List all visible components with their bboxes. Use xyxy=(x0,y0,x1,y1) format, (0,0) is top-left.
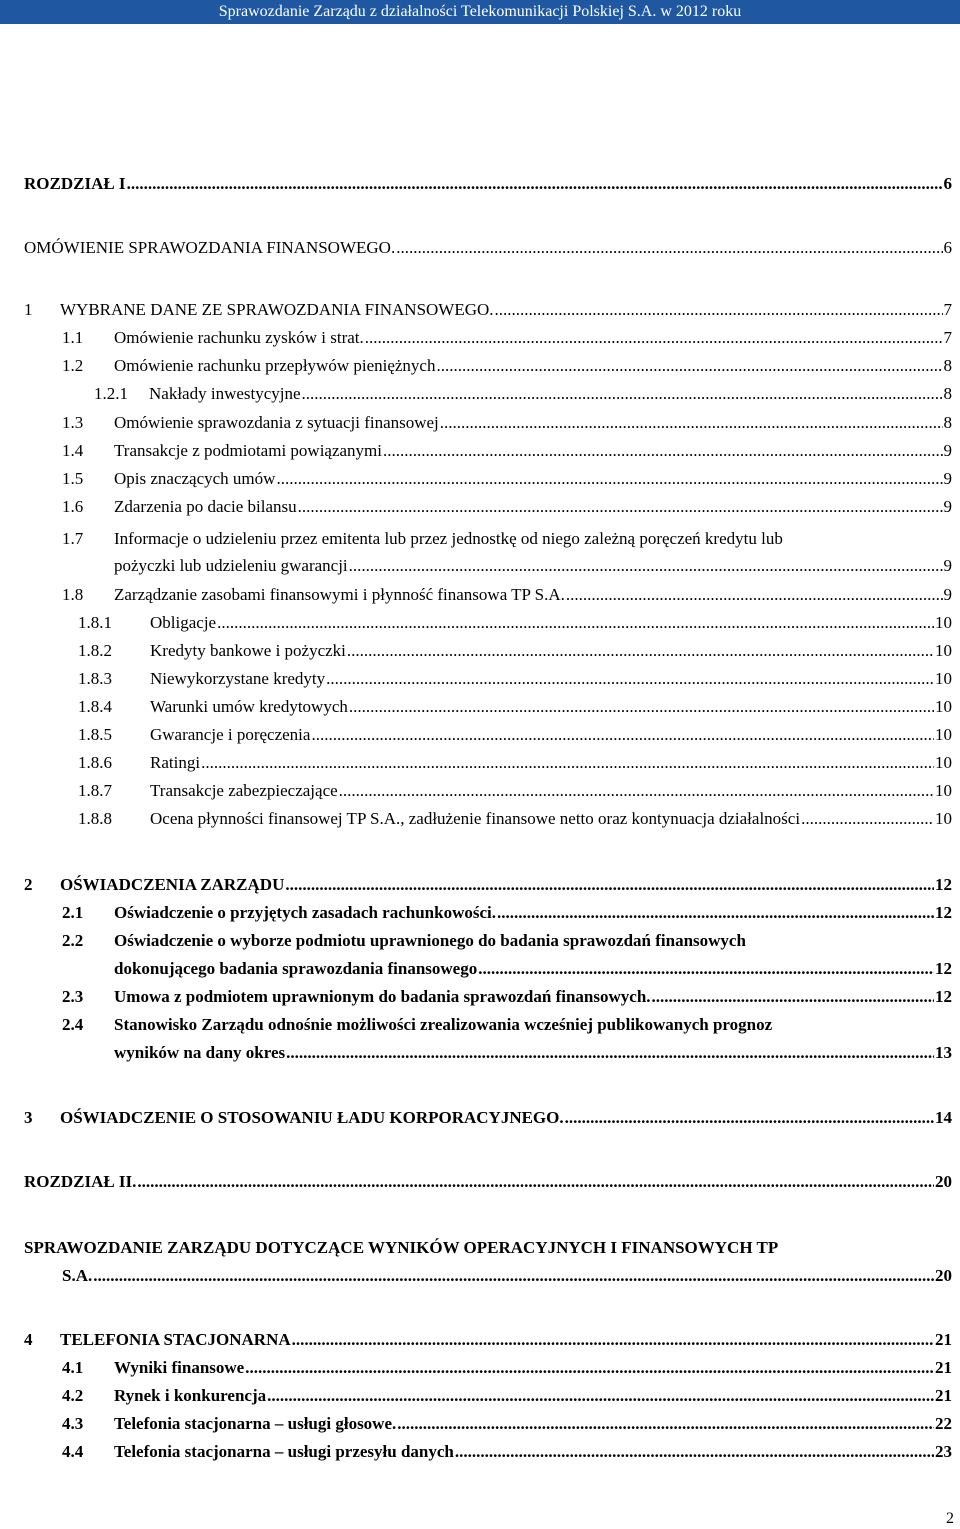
toc-entry[interactable] xyxy=(24,238,952,258)
toc-entry-number: 1.1 xyxy=(62,328,84,347)
toc-entry[interactable] xyxy=(62,1442,952,1462)
toc-entry[interactable] xyxy=(62,987,952,1007)
toc-entry-page: 8 xyxy=(943,413,952,432)
toc-leader-dots xyxy=(565,1108,934,1128)
toc-entry[interactable] xyxy=(62,469,952,489)
toc-entry-page: 7 xyxy=(943,300,952,319)
toc-entry-page: 9 xyxy=(943,441,952,460)
toc-leader-dots xyxy=(478,959,934,979)
toc-entry-page: 8 xyxy=(943,356,952,375)
toc-entry-title-continued: S.A. xyxy=(62,1266,93,1285)
header-text: Sprawozdanie Zarządu z działalności Telekomunikacji Polskiej S.A. w 2012 roku xyxy=(218,3,742,20)
toc-leader-dots xyxy=(383,441,942,461)
toc-leader-dots xyxy=(396,238,942,258)
toc-leader-dots xyxy=(137,1172,934,1192)
toc-entry-title: WYBRANE DANE ZE SPRAWOZDANIA FINANSOWEGO. xyxy=(60,300,494,319)
toc-entry-page: 21 xyxy=(935,1330,952,1349)
toc-leader-dots xyxy=(440,413,943,433)
toc-entry[interactable] xyxy=(24,875,952,895)
toc-entry-title: Kredyty bankowe i pożyczki xyxy=(150,641,346,660)
toc-entry-continuation[interactable] xyxy=(114,1043,952,1063)
toc-leader-dots xyxy=(801,809,934,829)
toc-leader-dots xyxy=(245,1358,934,1378)
toc-entry[interactable] xyxy=(78,809,952,829)
toc-leader-dots xyxy=(285,875,934,895)
toc-leader-dots xyxy=(495,300,943,320)
toc-entry[interactable] xyxy=(78,697,952,717)
toc-entry-page: 21 xyxy=(935,1358,952,1377)
toc-entry-number: 1.3 xyxy=(62,413,84,432)
toc-entry-title: Omówienie sprawozdania z sytuacji finansowej xyxy=(114,413,439,432)
toc-entry-title[interactable]: Oświadczenie o wyborze podmiotu uprawnionego do badania sprawozdań finansowych xyxy=(114,931,746,950)
toc-entry-title: Zdarzenia po dacie bilansu xyxy=(114,497,297,516)
toc-entry[interactable] xyxy=(62,441,952,461)
toc-leader-dots xyxy=(286,1043,934,1063)
document-header xyxy=(0,0,960,24)
toc-entry-title: OŚWIADCZENIE O STOSOWANIU ŁADU KORPORACYJNEGO. xyxy=(60,1108,564,1127)
toc-entry-title: Zarządzanie zasobami finansowymi i płynność finansowa TP S.A. xyxy=(114,585,565,604)
toc-entry-title: Gwarancje i poręczenia xyxy=(150,725,311,744)
toc-entry-number: 1.8.4 xyxy=(78,697,112,716)
toc-entry-number: 2 xyxy=(24,875,33,894)
toc-entry-number: 4.4 xyxy=(62,1442,84,1461)
toc-entry-number: 4.1 xyxy=(62,1358,84,1377)
toc-entry-title: ROZDZIAŁ II. xyxy=(24,1172,137,1191)
toc-entry-title: Transakcje zabezpieczające xyxy=(150,781,338,800)
toc-entry-number: 1.2 xyxy=(62,356,84,375)
toc-entry-continuation[interactable] xyxy=(114,959,952,979)
toc-leader-dots xyxy=(349,556,943,576)
toc-entry-page: 14 xyxy=(935,1108,952,1127)
toc-entry-page: 20 xyxy=(935,1266,952,1285)
toc-entry[interactable] xyxy=(78,613,952,633)
toc-entry-number: 3 xyxy=(24,1108,33,1127)
toc-entry-title: Niewykorzystane kredyty xyxy=(150,669,326,688)
toc-entry[interactable] xyxy=(94,384,952,404)
toc-entry-title: Warunki umów kredytowych xyxy=(150,697,348,716)
toc-entry-page: 10 xyxy=(935,641,952,660)
toc-entry[interactable] xyxy=(24,1172,952,1192)
toc-leader-dots xyxy=(566,585,943,605)
toc-leader-dots xyxy=(298,497,943,517)
toc-entry[interactable] xyxy=(62,328,952,348)
toc-entry-number: 1.7 xyxy=(62,529,84,548)
toc-entry-page: 10 xyxy=(935,697,952,716)
toc-entry-title: OŚWIADCZENIA ZARZĄDU xyxy=(60,875,285,894)
toc-leader-dots xyxy=(292,1330,934,1350)
toc-entry[interactable] xyxy=(62,1358,952,1378)
toc-entry-page: 6 xyxy=(943,238,952,257)
toc-leader-dots xyxy=(497,903,934,923)
toc-leader-dots xyxy=(201,753,934,773)
toc-entry-page: 12 xyxy=(935,875,952,894)
toc-entry-page: 12 xyxy=(935,987,952,1006)
toc-entry-page: 8 xyxy=(943,384,952,403)
toc-entry-number: 1.6 xyxy=(62,497,84,516)
toc-entry-number: 1.4 xyxy=(62,441,84,460)
toc-entry-title[interactable]: Stanowisko Zarządu odnośnie możliwości zrealizowania wcześniej publikowanych prognoz xyxy=(114,1015,773,1034)
toc-leader-dots xyxy=(652,987,934,1007)
toc-entry-page: 9 xyxy=(943,469,952,488)
toc-entry-continuation[interactable] xyxy=(62,1266,952,1286)
toc-entry-page: 10 xyxy=(935,781,952,800)
toc-entry[interactable] xyxy=(78,725,952,745)
toc-entry-page: 9 xyxy=(943,585,952,604)
toc-entry-title: ROZDZIAŁ I xyxy=(24,174,126,193)
toc-leader-dots xyxy=(436,356,942,376)
toc-entry-title: OMÓWIENIE SPRAWOZDANIA FINANSOWEGO. xyxy=(24,238,396,257)
toc-entry-number: 1.8.5 xyxy=(78,725,112,744)
toc-entry-continuation[interactable] xyxy=(114,556,952,576)
toc-entry-number: 2.2 xyxy=(62,931,84,950)
toc-entry-page: 12 xyxy=(935,903,952,922)
toc-entry-title-continued: dokonującego badania sprawozdania finansowego xyxy=(114,959,478,978)
toc-entry[interactable] xyxy=(62,903,952,923)
toc-entry-number: 2.4 xyxy=(62,1015,84,1034)
toc-entry[interactable] xyxy=(78,753,952,773)
toc-entry[interactable] xyxy=(62,356,952,376)
toc-entry-title-continued: wyników na dany okres xyxy=(114,1043,286,1062)
toc-leader-dots xyxy=(349,697,934,717)
toc-entry-number: 1.8.8 xyxy=(78,809,112,828)
toc-leader-dots xyxy=(302,384,943,404)
toc-entry-page: 7 xyxy=(943,328,952,347)
toc-entry-page: 22 xyxy=(935,1414,952,1433)
toc-leader-dots xyxy=(311,725,934,745)
toc-entry-title[interactable]: SPRAWOZDANIE ZARZĄDU DOTYCZĄCE WYNIKÓW OPERACYJNYCH I FINANSOWYCH TP xyxy=(24,1238,779,1257)
toc-entry[interactable] xyxy=(78,781,952,801)
toc-entry-number: 2.3 xyxy=(62,987,84,1006)
toc-entry[interactable] xyxy=(78,669,952,689)
toc-entry-title: Nakłady inwestycyjne xyxy=(149,384,301,403)
toc-entry-title: Ocena płynności finansowej TP S.A., zadłużenie finansowe netto oraz kontynuacja działalności xyxy=(150,809,801,828)
toc-entry-number: 1.8.2 xyxy=(78,641,112,660)
toc-entry[interactable] xyxy=(62,1414,952,1434)
toc-entry-number: 1 xyxy=(24,300,33,319)
toc-entry-page: 20 xyxy=(935,1172,952,1191)
toc-leader-dots xyxy=(455,1442,934,1462)
toc-entry-title: Wyniki finansowe xyxy=(114,1358,245,1377)
toc-entry[interactable] xyxy=(62,1386,952,1406)
toc-entry-title: Oświadczenie o przyjętych zasadach rachunkowości. xyxy=(114,903,497,922)
toc-leader-dots xyxy=(127,174,943,194)
toc-entry-page: 9 xyxy=(943,497,952,516)
toc-entry-title: Telefonia stacjonarna – usługi głosowe. xyxy=(114,1414,397,1433)
toc-entry-page: 13 xyxy=(935,1043,952,1062)
toc-entry[interactable] xyxy=(78,641,952,661)
toc-entry[interactable] xyxy=(24,174,952,194)
toc-entry-title: TELEFONIA STACJONARNA xyxy=(60,1330,291,1349)
page-number: 2 xyxy=(946,1510,954,1527)
toc-entry-page: 10 xyxy=(935,809,952,828)
toc-entry-page: 10 xyxy=(935,613,952,632)
toc-entry-title: Umowa z podmiotem uprawnionym do badania sprawozdań finansowych. xyxy=(114,987,651,1006)
toc-entry-number: 1.8 xyxy=(62,585,84,604)
toc-leader-dots xyxy=(397,1414,934,1434)
toc-entry[interactable] xyxy=(24,300,952,320)
toc-entry-page: 12 xyxy=(935,959,952,978)
toc-entry-number: 4.2 xyxy=(62,1386,84,1405)
toc-entry-number: 1.8.6 xyxy=(78,753,112,772)
toc-entry-number: 1.8.3 xyxy=(78,669,112,688)
toc-entry-title: Rynek i konkurencja xyxy=(114,1386,267,1405)
toc-leader-dots xyxy=(339,781,934,801)
toc-entry-number: 1.5 xyxy=(62,469,84,488)
toc-entry-page: 21 xyxy=(935,1386,952,1405)
toc-entry-number: 1.8.7 xyxy=(78,781,112,800)
toc-entry-number: 1.2.1 xyxy=(94,384,128,403)
toc-entry-title: Ratingi xyxy=(150,753,201,772)
toc-entry-page: 23 xyxy=(935,1442,952,1461)
toc-entry[interactable] xyxy=(24,1330,952,1350)
toc-entry-number: 2.1 xyxy=(62,903,84,922)
toc-entry-page: 10 xyxy=(935,753,952,772)
toc-entry[interactable] xyxy=(62,497,952,517)
toc-entry-page: 9 xyxy=(943,556,952,575)
toc-entry[interactable] xyxy=(24,1108,952,1128)
toc-entry-title: Opis znaczących umów xyxy=(114,469,276,488)
toc-leader-dots xyxy=(326,669,934,689)
toc-entry-number: 1.8.1 xyxy=(78,613,112,632)
toc-entry-title: Telefonia stacjonarna – usługi przesyłu danych xyxy=(114,1442,454,1461)
toc-entry-page: 6 xyxy=(943,174,952,193)
toc-entry-title[interactable]: Informacje o udzieleniu przez emitenta lub przez jednostkę od niego zależną poręczeń kredytu lub xyxy=(114,529,783,548)
toc-entry-number: 4 xyxy=(24,1330,33,1349)
toc-entry-title: Transakcje z podmiotami powiązanymi xyxy=(114,441,383,460)
toc-entry[interactable] xyxy=(62,585,952,605)
toc-leader-dots xyxy=(276,469,942,489)
toc-leader-dots xyxy=(347,641,934,661)
toc-leader-dots xyxy=(365,328,943,348)
toc-entry-title: Omówienie rachunku zysków i strat. xyxy=(114,328,364,347)
toc-leader-dots xyxy=(267,1386,934,1406)
toc-entry-page: 10 xyxy=(935,669,952,688)
toc-entry-page: 10 xyxy=(935,725,952,744)
toc-entry-number: 4.3 xyxy=(62,1414,84,1433)
toc-entry[interactable] xyxy=(62,413,952,433)
toc-entry-title: Omówienie rachunku przepływów pieniężnych xyxy=(114,356,436,375)
toc-entry-title: Obligacje xyxy=(150,613,217,632)
toc-leader-dots xyxy=(93,1266,934,1286)
toc-entry-title-continued: pożyczki lub udzieleniu gwarancji xyxy=(114,556,348,575)
toc-leader-dots xyxy=(217,613,934,633)
